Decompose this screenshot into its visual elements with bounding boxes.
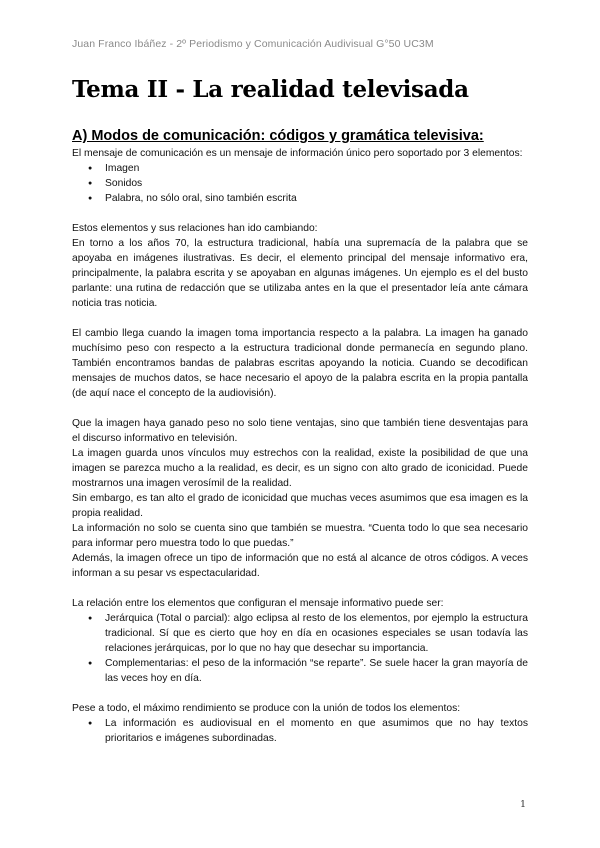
page-header: Juan Franco Ibáñez - 2º Periodismo y Comunicación Audivisual G°50 UC3M: [72, 38, 434, 50]
list-item: ● Palabra, no sólo oral, sino también escrita: [72, 191, 528, 206]
list-item: ● Imagen: [72, 161, 528, 176]
elements-list: [72, 161, 528, 206]
document-body: [72, 127, 528, 746]
paragraph-change: El cambio llega cuando la imagen toma importancia respecto a la palabra. La imagen ha ganado muchísimo peso con respecto a la estructura tradicional donde permanecía en segundo plano. También encontramos bandas de palabras escritas apoyando la noticia. Cuando se decodifican mensajes de muchos datos, se hace necesario el apoyo de la palabra escrita en la propia pantalla (de aquí nace el concepto de la audiovisión).: [72, 328, 528, 399]
page-number: 1: [519, 799, 526, 810]
section-heading: A) Modos de comunicación: códigos y gramática televisiva:: [72, 128, 484, 144]
paragraph-intro: El mensaje de comunicación es un mensaje de información único pero soportado por 3 elementos:: [72, 148, 523, 159]
paragraph-however: Sin embargo, es tan alto el grado de iconicidad que muchas veces asumimos que esa imagen es la propia realidad.: [72, 493, 528, 519]
list-item: ● La información es audiovisual en el momento en que asumimos que no hay textos prioritarios e imágenes subordinadas.: [72, 716, 528, 746]
paragraph-relation: La relación entre los elementos que configuran el mensaje informativo puede ser:: [72, 598, 444, 609]
paragraph-also: Además, la imagen ofrece un tipo de información que no está al alcance de otros códigos. A veces informan a su pesar vs espectacularidad.: [72, 553, 528, 579]
paragraph-changes: Estos elementos y sus relaciones han ido cambiando:: [72, 223, 318, 234]
paragraph-despite: Pese a todo, el máximo rendimiento se produce con la unión de todos los elementos:: [72, 703, 461, 714]
paragraph-70s: En torno a los años 70, la estructura tradicional, había una supremacía de la palabra que se apoyaba en imágenes ilustrativas. Es decir, el elemento principal del mensaje informativo era, principalmente, la palabra escrita y se apoyaban en algunas imágenes. Un ejemplo es el del busto parlante: una rutina de redacción que se utilizaba antes en la que el presentador leía ante cámara noticia tras noticia.: [72, 238, 528, 309]
list-item: ● Jerárquica (Total o parcial): algo eclipsa al resto de los elementos, por ejemplo la estructura tradicional. Sí que es cierto que hoy en día en ocasiones especiales se usan todavía las relaciones jerárquicas, por lo que no hay que desechar su importancia.: [72, 611, 528, 656]
conclusion-list: [72, 716, 528, 746]
list-item: ● Sonidos: [72, 176, 528, 191]
paragraph-advantages: Que la imagen haya ganado peso no solo tiene ventajas, sino que también tiene desventajas para el discurso informativo en televisión.: [72, 418, 528, 444]
document-title: Tema II - La realidad televisada: [72, 76, 469, 103]
paragraph-links: La imagen guarda unos vínculos muy estrechos con la realidad, existe la posibilidad de que una imagen se parezca mucho a la realidad, es decir, es un signo con alto grado de iconicidad. Puede mostrarnos una imagen verosímil de la realidad.: [72, 448, 528, 489]
relations-list: [72, 611, 528, 686]
list-item: ● Complementarias: el peso de la información “se reparte”. Se suele hacer la gran mayoría de las veces hoy en día.: [72, 656, 528, 686]
paragraph-shown: La información no solo se cuenta sino que también se muestra. “Cuenta todo lo que sea necesario para informar pero muestra todo lo que puedas.”: [72, 523, 528, 549]
